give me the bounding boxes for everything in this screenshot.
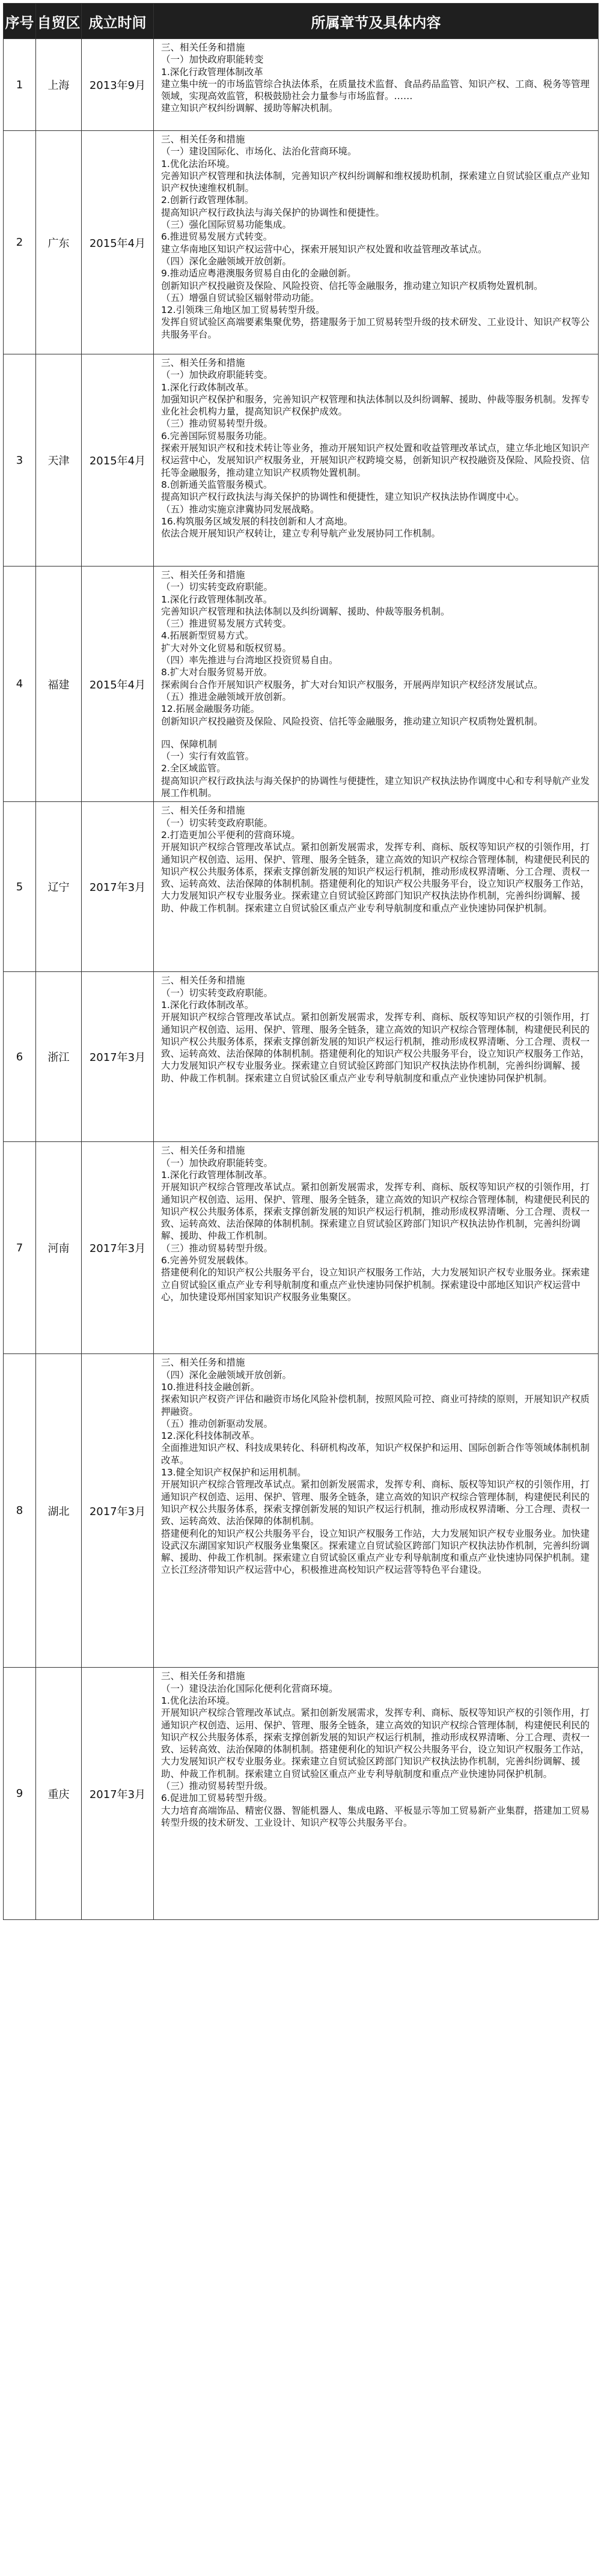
content-line: 9.推动适应粤港澳服务贸易自由化的金融创新。 [161, 268, 356, 279]
content-line: 依法合规开展知识产权转让，建立专利导航产业发展协同工作机制。 [161, 528, 441, 539]
row-date: 2015年4月 [82, 567, 154, 802]
content-line: （四）率先推进与台湾地区投资贸易自由。 [161, 655, 338, 666]
content-line: （一）实行有效监管。 [161, 751, 255, 762]
row-number: 3 [4, 354, 36, 567]
content-line: 扩大对外文化贸易和版权贸易。 [161, 642, 292, 654]
content-line: 1.优化法治环境。 [161, 1695, 236, 1706]
content-line: 三、相关任务和措施 [161, 134, 245, 145]
content-line: （一）加快政府职能转变 [161, 54, 264, 65]
content-line: 四、保障机制 [161, 738, 218, 750]
row-number: 6 [4, 972, 36, 1142]
table-row [4, 1142, 599, 1354]
row-content [154, 972, 599, 1142]
table-row [4, 39, 599, 131]
row-date: 2013年9月 [82, 39, 154, 131]
row-date: 2017年3月 [82, 1142, 154, 1354]
table-row [4, 354, 599, 567]
content-line: 提高知识产权行政执法与海关保护的协调性和便捷性，建立知识产权执法协作调度中心。 [161, 491, 525, 503]
row-number: 7 [4, 1142, 36, 1354]
row-content [154, 802, 599, 972]
content-line: （一）加快政府职能转变。 [161, 1157, 273, 1168]
content-line: 创新知识产权投融资及保险、风险投资、信托等金融服务，推动建立知识产权质物处置机制。 [161, 280, 543, 291]
content-line: 4.拓展新型贸易方式。 [161, 630, 254, 642]
content-line: 搭建便利化的知识产权公共服务平台，设立知识产权服务工作站，大力发展知识产权专业服务业。加快建设武汉东湖国家知识产权服务业集聚区。探索建立自贸试验区跨部门知识产权执法协作机制，完善纠纷调解、援助、仲裁工作机制。探索建立自贸试验区重点产业专利导航制度和重点产业快速协同保护机制。建立长江经济带知识产权运营中心，积极推进高校知识产权运营等特色平台建设。 [161, 1528, 590, 1576]
header-region: 自贸区 [36, 4, 82, 39]
row-region: 上海 [36, 39, 82, 131]
content-line: （一）建设国际化、市场化、法治化营商环境。 [161, 146, 357, 157]
content-line: 16.构筑服务区域发展的科技创新和人才高地。 [161, 515, 353, 527]
content-line: 1.深化行政体制改革。 [161, 381, 254, 393]
row-content [154, 354, 599, 567]
row-content [154, 1668, 599, 1920]
content-line: 三、相关任务和措施 [161, 805, 245, 816]
row-date: 2017年3月 [82, 1354, 154, 1668]
content-line: 三、相关任务和措施 [161, 357, 245, 368]
row-region: 湖北 [36, 1354, 82, 1668]
content-line: 建立集中统一的市场监管综合执法体系，在质量技术监督、食品药品监管、知识产权、工商、税务等管理领域，实现高效监管，积极鼓励社会力量参与市场监督。…… [161, 78, 590, 102]
content-line: 加强知识产权保护和服务，完善知识产权管理和执法体制以及纠纷调解、援助、仲裁等服务机制。发挥专业化社会机构力量，提高知识产权保护成效。 [161, 393, 590, 418]
content-line: 开展知识产权综合管理改革试点。紧扣创新发展需求，发挥专利、商标、版权等知识产权的引领作用，打通知识产权创造、运用、保护、管理、服务全链条，建立高效的知识产权综合管理体制，构建便民利民的知识产权公共服务体系，探索支撑创新发展的知识产权运行机制，推动形成权界清晰、分工合理、责权一致、运转高效、法治保障的体制机制。搭建便利化的知识产权公共服务平台，设立知识产权服务工作站，大力发展知识产权专业服务业。探索建立自贸试验区跨部门知识产权执法协作机制，完善纠纷调解、援助、仲裁工作机制。探索建立自贸试验区重点产业专利导航制度和重点产业快速协同保护机制。 [161, 1012, 590, 1084]
row-content [154, 1142, 599, 1354]
content-line: （五）推进金融领域开放创新。 [161, 691, 292, 702]
content-line: 提高知识产权行政执法与海关保护的协调性和便捷性。 [161, 207, 385, 218]
row-number: 9 [4, 1668, 36, 1920]
content-line: 探索闽台合作开展知识产权服务，扩大对台知识产权服务，开展两岸知识产权经济发展试点。 [161, 679, 543, 690]
content-line: 2.打造更加公平便利的营商环境。 [161, 829, 300, 840]
content-line: 完善知识产权管理和执法体制以及纠纷调解、援助、仲裁等服务机制。 [161, 606, 450, 617]
content-line: 三、相关任务和措施 [161, 1357, 245, 1368]
content-line: 6.促进加工贸易转型升级。 [161, 1793, 273, 1804]
content-line: 1.深化行政体制改革。 [161, 999, 254, 1010]
content-line: （一）建设法治化国际化便利化营商环境。 [161, 1683, 338, 1694]
content-line: （五）增强自贸试验区辐射带动功能。 [161, 292, 320, 303]
row-date: 2015年4月 [82, 131, 154, 354]
row-number: 1 [4, 39, 36, 131]
content-line: 开展知识产权综合管理改革试点。紧扣创新发展需求，发挥专利、商标、版权等知识产权的引领作用，打通知识产权创造、运用、保护、管理、服务全链条，建立高效的知识产权综合管理体制，构建便民利民的知识产权公共服务体系，探索支撑创新发展的知识产权运行机制，推动形成权界清晰、分工合理、责权一致、运转高效、法治保障的体制机制。搭建便利化的知识产权公共服务平台，设立知识产权服务工作站，大力发展知识产权专业服务业。探索建立自贸试验区跨部门知识产权执法协作机制，完善纠纷调解、援助、仲裁工作机制。探索建立自贸试验区重点产业专利导航制度和重点产业快速协同保护机制。 [161, 1707, 590, 1779]
content-line: 12.深化科技体制改革。 [161, 1430, 260, 1442]
content-line: 1.深化行政管理体制改革。 [161, 1169, 273, 1180]
content-line: （一）加快政府职能转变。 [161, 369, 273, 381]
row-number: 8 [4, 1354, 36, 1668]
content-line: 创新知识产权投融资及保险、风险投资、信托等金融服务，推动建立知识产权质物处置机制。 [161, 715, 543, 727]
content-line: 12.引领珠三角地区加工贸易转型升级。 [161, 305, 325, 316]
content-line: 2.创新行政管理体制。 [161, 195, 254, 206]
table-row [4, 567, 599, 802]
table-row [4, 131, 599, 354]
row-content [154, 131, 599, 354]
row-date: 2017年3月 [82, 972, 154, 1142]
content-line: （三）强化国际贸易功能集成。 [161, 219, 292, 231]
row-date: 2017年3月 [82, 1668, 154, 1920]
table-header-row [4, 4, 599, 39]
content-line: （五）推动创新驱动发展。 [161, 1418, 273, 1429]
content-line: 13.健全知识产权保护和运用机制。 [161, 1467, 307, 1478]
content-line: 1.优化法治环境。 [161, 158, 236, 169]
content-line: 三、相关任务和措施 [161, 1671, 245, 1682]
content-line: 开展知识产权综合管理改革试点。紧扣创新发展需求，发挥专利、商标、版权等知识产权的引领作用，打通知识产权创造、运用、保护、管理、服务全链条，建立高效的知识产权综合管理体制，构建便民利民的知识产权公共服务体系，探索支撑创新发展的知识产权运行机制，推动形成权界清晰、分工合理、责权一致、运转高效、法治保障的体制机制。 [161, 1479, 590, 1527]
row-number: 5 [4, 802, 36, 972]
content-line: 三、相关任务和措施 [161, 975, 245, 986]
content-line: （一）切实转变政府职能。 [161, 987, 273, 998]
content-line: 完善知识产权管理和执法体制，完善知识产权纠纷调解和维权援助机制，探索建立自贸试验区重点产业知识产权快速维权机制。 [161, 170, 590, 194]
row-content [154, 39, 599, 131]
row-content [154, 567, 599, 802]
row-region: 浙江 [36, 972, 82, 1142]
content-line: 三、相关任务和措施 [161, 570, 245, 580]
content-line: （三）推动贸易转型升级。 [161, 418, 273, 430]
content-line: （一）切实转变政府职能。 [161, 582, 273, 593]
content-line: 1.深化行政管理体制改革 [161, 66, 263, 77]
content-line: （四）深化金融领域开放创新。 [161, 1369, 292, 1381]
content-line: 全面推进知识产权、科技成果转化、科研机构改革，知识产权保护和运用、国际创新合作等领域体制机制改革。 [161, 1442, 590, 1466]
content-line: 探索知识产权资产评估和融资市场化风险补偿机制，按照风险可控、商业可持续的原则，开展知识产权质押融资。 [161, 1394, 590, 1417]
header-date: 成立时间 [82, 4, 154, 39]
free-trade-zone-ip-table [3, 3, 599, 1920]
content-line: （五）推动实施京津冀协同发展战略。 [161, 503, 320, 515]
header-num: 序号 [4, 4, 36, 39]
content-line: 建立知识产权纠纷调解、援助等解决机制。 [161, 103, 338, 114]
content-line: 三、相关任务和措施 [161, 42, 245, 53]
content-line: （三）推动贸易转型升级。 [161, 1242, 273, 1254]
content-line: 建立华南地区知识产权运营中心，探索开展知识产权处置和收益管理改革试点。 [161, 243, 487, 255]
content-line: 8.创新通关监管服务模式。 [161, 479, 273, 490]
table-row [4, 1668, 599, 1920]
content-line: （三）推动贸易转型升级。 [161, 1781, 273, 1792]
content-line: 6.推进贸易发展方式转变。 [161, 231, 273, 243]
row-region: 广东 [36, 131, 82, 354]
row-date: 2017年3月 [82, 802, 154, 972]
content-line: 开展知识产权综合管理改革试点。紧扣创新发展需求，发挥专利、商标、版权等知识产权的引领作用，打通知识产权创造、运用、保护、管理、服务全链条，建立高效的知识产权综合管理体制，构建便民利民的知识产权公共服务体系，探索支撑创新发展的知识产权运行机制，推动形成权界清晰、分工合理、责权一致、运转高效、法治保障的体制机制。探索建立自贸试验区跨部门知识产权执法协作机制，完善纠纷调解、援助、仲裁工作机制。 [161, 1182, 590, 1242]
content-line: 2.全区域监管。 [161, 763, 226, 774]
content-line: （一）切实转变政府职能。 [161, 817, 273, 828]
row-number: 2 [4, 131, 36, 354]
row-number: 4 [4, 567, 36, 802]
content-line: 6.完善国际贸易服务功能。 [161, 430, 273, 442]
table-row [4, 1354, 599, 1668]
row-region: 辽宁 [36, 802, 82, 972]
table-row [4, 802, 599, 972]
row-region: 重庆 [36, 1668, 82, 1920]
row-date: 2015年4月 [82, 354, 154, 567]
row-content [154, 1354, 599, 1668]
content-line: 10.推进科技金融创新。 [161, 1381, 260, 1393]
content-line: 8.扩大对台服务贸易开放。 [161, 667, 273, 678]
content-line: 1.深化行政管理体制改革。 [161, 594, 273, 605]
content-line: 搭建便利化的知识产权公共服务平台，设立知识产权服务工作站，大力发展知识产权专业服务业。探索建立自贸试验区重点产业专利导航制度和重点产业快速协同保护机制。探索建设中部地区知识产权运营中心，加快建设郑州国家知识产权服务业集聚区。 [161, 1267, 590, 1302]
header-content: 所属章节及具体内容 [154, 4, 599, 39]
content-line: 开展知识产权综合管理改革试点。紧扣创新发展需求，发挥专利、商标、版权等知识产权的引领作用，打通知识产权创造、运用、保护、管理、服务全链条，建立高效的知识产权综合管理体制，构建便民利民的知识产权公共服务体系，探索支撑创新发展的知识产权运行机制，推动形成权界清晰、分工合理、责权一致、运转高效、法治保障的体制机制。搭建便利化的知识产权公共服务平台，设立知识产权服务工作站，大力发展知识产权专业服务业。探索建立自贸试验区跨部门知识产权执法协作机制，完善纠纷调解、援助、仲裁工作机制。探索建立自贸试验区重点产业专利导航制度和重点产业快速协同保护机制。 [161, 842, 590, 914]
content-line [161, 728, 592, 738]
content-line: 发挥自贸试验区高端要素集聚优势，搭建服务于加工贸易转型升级的技术研发、工业设计、知识产权等公共服务平台。 [161, 317, 590, 340]
row-region: 天津 [36, 354, 82, 567]
row-region: 福建 [36, 567, 82, 802]
content-line: 三、相关任务和措施 [161, 1145, 245, 1156]
table-row [4, 972, 599, 1142]
content-line: （三）推进贸易发展方式转变。 [161, 618, 292, 630]
content-line: （四）深化金融领域开放创新。 [161, 255, 292, 267]
content-line: 12.拓展金融服务功能。 [161, 703, 260, 715]
content-line: 提高知识产权行政执法与海关保护的协调性与便捷性，建立知识产权执法协作调度中心和专利导航产业发展工作机制。 [161, 775, 590, 799]
content-line: 探索开展知识产权和技术转让等业务，推动开展知识产权处置和收益管理改革试点，建立华北地区知识产权运营中心，发展知识产权服务业，开展知识产权跨境交易，创新知识产权投融资及保险、风险投资、信托等金融服务，推动建立知识产权质物处置机制。 [161, 443, 590, 478]
row-region: 河南 [36, 1142, 82, 1354]
content-line: 6.完善外贸发展载体。 [161, 1255, 254, 1266]
content-line: 大力培育高端饰品、精密仪器、智能机器人、集成电路、平板显示等加工贸易新产业集群，搭建加工贸易转型升级的技术研发、工业设计、知识产权等公共服务平台。 [161, 1805, 590, 1828]
